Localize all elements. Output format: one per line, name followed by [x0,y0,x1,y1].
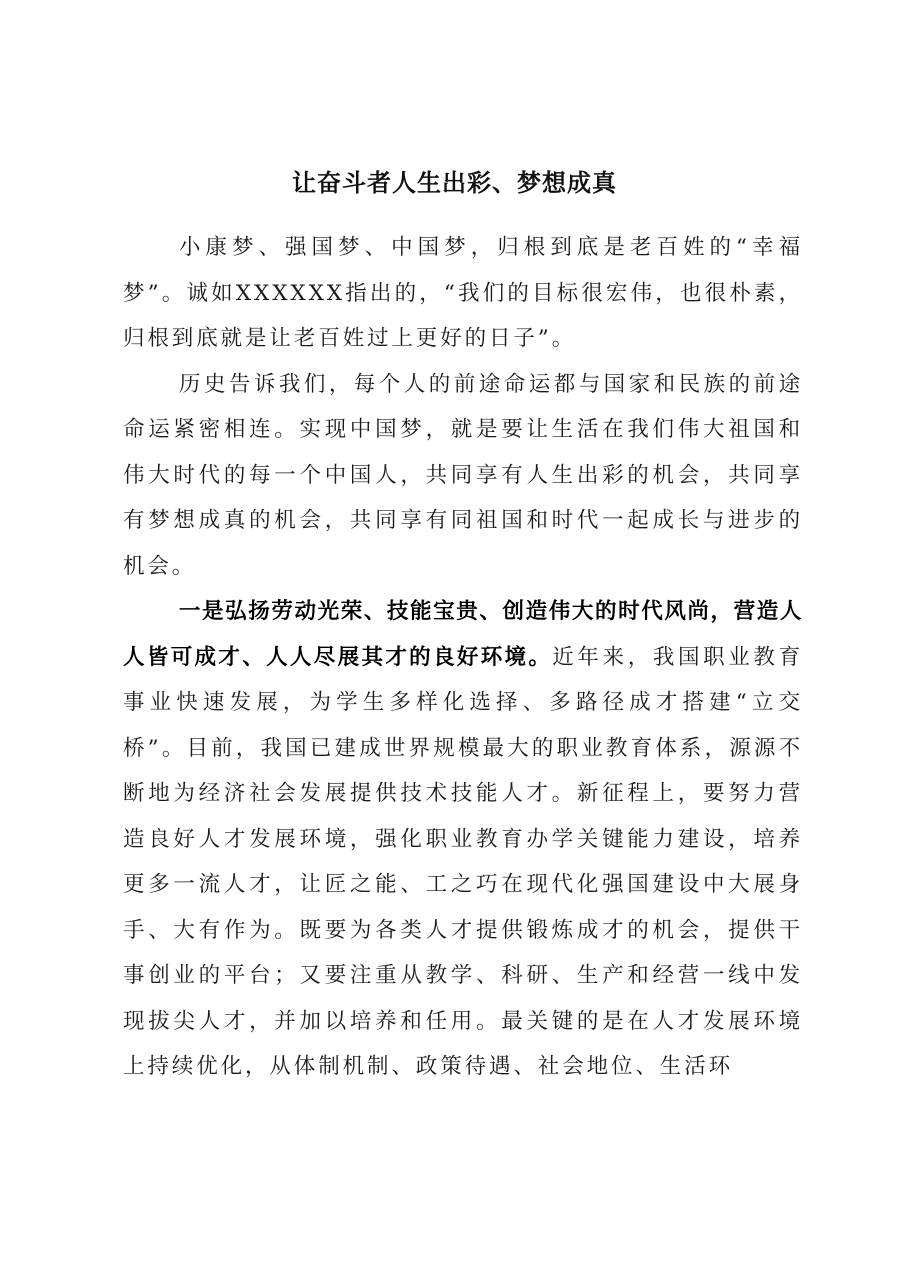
paragraph-3 [123,589,803,1090]
paragraph-3-lead: 一是弘扬劳动光荣、技能宝贵、创造伟大的时代风尚，营造人人皆可成才、人人尽展其才的良好环境。 [123,599,803,670]
paragraph-3-text: 近年来，我国职业教育事业快速发展，为学生多样化选择、多路径成才搭建“立交桥”。目前，我国已建成世界规模最大的职业教育体系，源源不断地为经济社会发展提供技术技能人才。新征程上，要努力营造良好人才发展环境，强化职业教育办学关键能力建设，培养更多一流人才，让匠之能、工之巧在现代化强国建设中大展身手、大有作为。既要为各类人才提供锻炼成才的机会，提供干事创业的平台；又要注重从教学、科研、生产和经营一线中发现拔尖人才，并加以培养和任用。最关键的是在人才发展环境上持续优化，从体制机制、政策待遇、社会地位、生活环 [123,644,803,1079]
paragraph-1: 小康梦、强国梦、中国梦，归根到底是老百姓的“幸福梦”。诚如XXXXXX指出的，“我们的目标很宏伟，也很朴素，归根到底就是让老百姓过上更好的日子”。 [123,235,803,351]
document-body [123,225,803,1090]
paragraph-2: 历史告诉我们，每个人的前途命运都与国家和民族的前途命运紧密相连。实现中国梦，就是要让生活在我们伟大祖国和伟大时代的每一个中国人，共同享有人生出彩的机会，共同享有梦想成真的机会，共同享有同祖国和时代一起成长与进步的机会。 [123,371,803,579]
document-title: 让奋斗者人生出彩、梦想成真 [292,168,617,197]
